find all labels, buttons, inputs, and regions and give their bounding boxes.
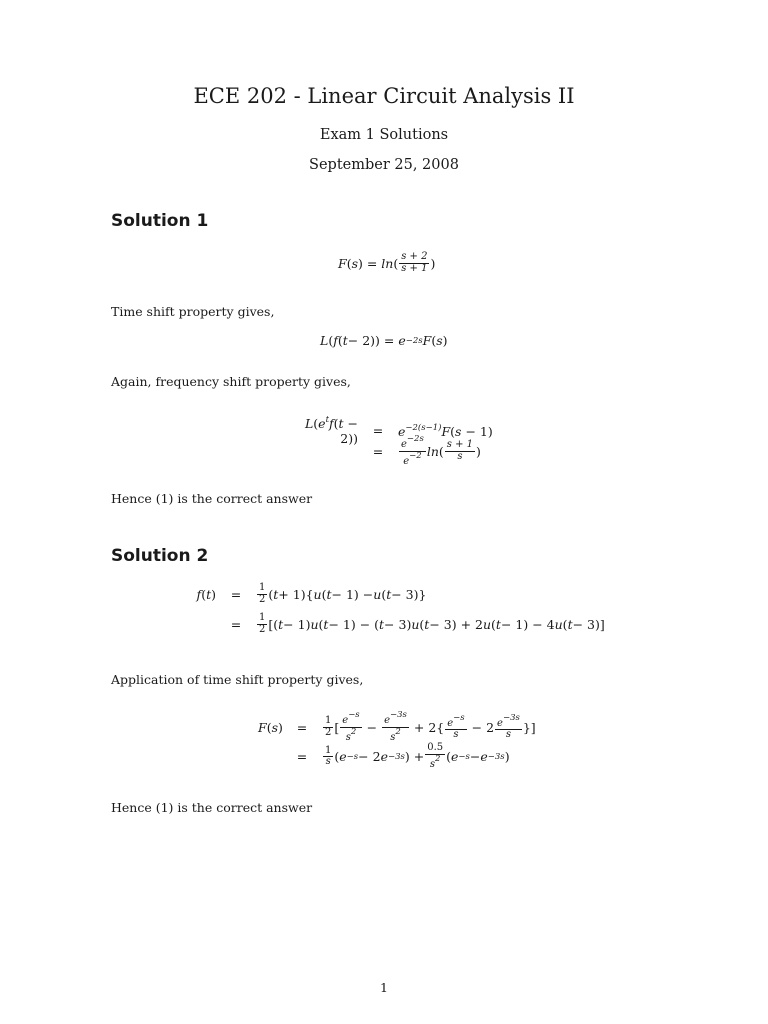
equation-F-of-s-line-2: = $\frac{1}{s}$ ( e −s − 2 e −3s ) + $\frac{0.5}{s^2}$ ( e −s − e −3s ) <box>296 742 510 770</box>
equation-F-of-s: F ( s ) = ln ( $\frac{s + 2}{s + 1}$ ) <box>338 251 436 274</box>
solution-2-conclusion: Hence (1) is the correct answer <box>111 800 313 815</box>
equation-frequency-shift-line-1: $L(e^tf(t - 2))$ = $e^{-2(s-1)}F(s - 1)$ <box>304 415 493 446</box>
document-subtitle: Exam 1 Solutions <box>319 127 449 143</box>
solution-2-heading: Solution 2 <box>111 546 209 566</box>
equation-frequency-shift-line-2: = $\frac{e^{-2s}}{e^{-2}}$ ln ( $\frac{s + 1}{s}$ ) <box>372 434 481 467</box>
equation-F-of-s-line-1: F(s) = $\frac{1}{2}$ [ $\frac{e^{-s}}{s^2}$ − $\frac{e^{-3s}}{s^2}$ + 2{ $\frac{e^{-s}}{s}$ − 2 $\frac{e^{-3s}}{s}$ }] <box>258 710 536 743</box>
solution-2-text-time-shift: Application of time shift property gives, <box>111 672 364 687</box>
equation-f-of-t-line-2: = $\frac{1}{2}$ [( t − 1) u ( t − 1) − ( t − 3) u ( t − 3) + 2 u ( t − 1) − 4 u ( t − 3)] <box>230 612 605 635</box>
solution-1-text-time-shift: Time shift property gives, <box>111 304 275 319</box>
equation-f-of-t-line-1: f(t) = $\frac{1}{2}$ ( t + 1){ u ( t − 1) − u ( t − 3)} <box>196 582 427 605</box>
solution-1-conclusion: Hence (1) is the correct answer <box>111 491 313 506</box>
page-number: 1 <box>380 980 388 995</box>
solution-1-heading: Solution 1 <box>111 211 209 231</box>
solution-1-text-frequency-shift: Again, frequency shift property gives, <box>111 374 351 389</box>
document-title: ECE 202 - Linear Circuit Analysis II <box>193 84 575 108</box>
document-date: September 25, 2008 <box>309 157 459 173</box>
equation-time-shift: L ( f ( t − 2)) = e −2s F ( s ) <box>320 333 448 348</box>
